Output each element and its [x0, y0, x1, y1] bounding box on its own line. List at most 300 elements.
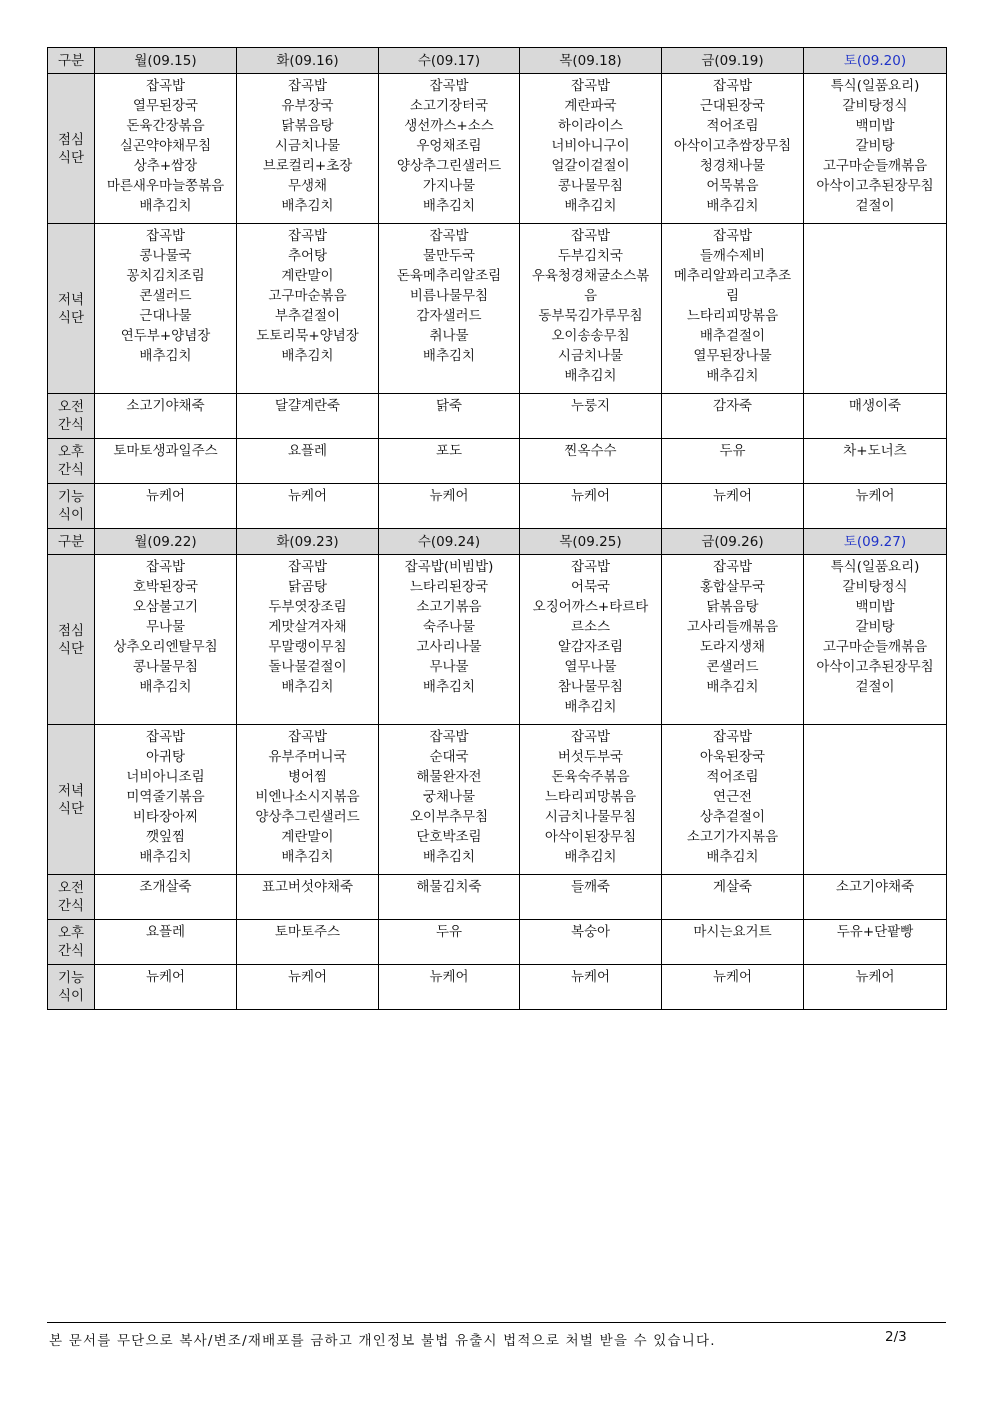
dinner-menu-cell [804, 725, 947, 875]
functional-diet-menu-cell [95, 484, 237, 529]
lunch-menu-cell [804, 555, 947, 725]
row-label-text: 식이 [57, 507, 85, 523]
menu-item: 돌나물겉절이 [268, 659, 347, 675]
menu-item: 잡곡밥 [712, 78, 753, 94]
menu-item: 콘샐러드 [139, 288, 192, 304]
row-label-text: 오전 [57, 880, 85, 896]
menu-item: 콩나물무침 [132, 659, 199, 675]
lunch-menu-cell [379, 74, 520, 224]
functional-diet-menu-cell [662, 965, 804, 1010]
menu-item: 뉴케어 [145, 969, 186, 985]
menu-item: 계란말이 [281, 268, 334, 284]
day-header-cell: 목(09.25) [520, 529, 662, 555]
functional-diet-menu-cell [804, 484, 947, 529]
row-label-text: 간식 [57, 462, 85, 478]
menu-item: 숙주나물 [422, 619, 476, 635]
menu-item: 배추김치 [564, 368, 617, 384]
menu-item: 고구마순볶음 [268, 288, 347, 304]
day-header-cell: 화(09.16) [237, 48, 379, 74]
menu-item: 차+도너츠 [843, 443, 907, 459]
afternoon-snack-menu-cell [379, 920, 520, 965]
menu-item: 열무나물 [564, 659, 617, 675]
row-label-text: 저녁 [57, 782, 85, 799]
menu-item: 취나물 [429, 328, 469, 344]
morning-snack-menu-cell [237, 875, 379, 920]
menu-item: 뉴케어 [287, 969, 328, 985]
menu-item: 아삭이된장무침 [544, 829, 637, 845]
menu-item: 너비아니조림 [126, 769, 205, 785]
dinner-menu-cell [804, 224, 947, 394]
row-label-text: 식단 [57, 149, 85, 166]
menu-item: 느타리된장국 [409, 579, 489, 595]
menu-item: 뉴케어 [712, 488, 753, 504]
dinner-menu-cell [520, 725, 662, 875]
dinner-menu-cell [662, 725, 804, 875]
menu-item: 돈육메추리알조림 [396, 268, 502, 284]
menu-item: 배추겉절이 [699, 328, 766, 344]
menu-item: 시금치나물무침 [544, 809, 637, 825]
morning-snack-menu-cell [95, 875, 237, 920]
lunch-label-cell [48, 555, 95, 725]
menu-item: 잡곡밥 [287, 78, 328, 94]
menu-item: 브로컬리+초장 [262, 158, 353, 174]
menu-item: 배추김치 [139, 849, 192, 865]
menu-item: 돈육숙주볶음 [551, 769, 630, 785]
menu-item: 동부묵김가루무침 [538, 308, 643, 324]
category-header-cell: 구분 [48, 529, 95, 555]
menu-item: 갈비탕 [855, 138, 895, 154]
menu-item: 버섯두부국 [557, 749, 624, 765]
row-label-text: 식단 [57, 640, 85, 657]
menu-item: 도라지생채 [699, 639, 766, 655]
functional-diet-menu-cell [379, 484, 520, 529]
lunch-menu-cell [662, 74, 804, 224]
morning-snack-menu-cell [95, 394, 237, 439]
menu-item: 적어조림 [706, 769, 759, 785]
lunch-menu-cell [237, 74, 379, 224]
menu-item: 잡곡밥 [145, 729, 186, 745]
menu-item: 아삭이고추된장무침 [816, 178, 934, 194]
menu-item: 잡곡밥 [429, 228, 469, 244]
menu-item: 닭볶음탕 [281, 118, 334, 134]
functional-diet-menu-cell [520, 965, 662, 1010]
menu-item: 겉절이 [855, 198, 895, 214]
page-footer [47, 1322, 946, 1349]
dinner-menu-cell [379, 224, 520, 394]
menu-item: 잡곡밥 [429, 729, 469, 745]
morning-snack-menu-cell [804, 875, 947, 920]
menu-item: 배추김치 [281, 679, 334, 695]
menu-item: 갈비탕정식 [842, 98, 908, 114]
menu-item: 비엔나소시지볶음 [255, 789, 360, 805]
afternoon-snack-menu-cell [95, 920, 237, 965]
afternoon-snack-menu-cell [804, 920, 947, 965]
morning-snack-row [48, 394, 947, 439]
menu-item: 뉴케어 [855, 488, 895, 504]
menu-item: 배추김치 [422, 348, 476, 364]
menu-item: 잡곡밥 [712, 729, 753, 745]
menu-item: 돈육간장볶음 [126, 118, 205, 134]
menu-item: 배추김치 [706, 198, 759, 214]
menu-item: 콩나물국 [139, 248, 192, 264]
dinner-row [48, 725, 947, 875]
menu-item: 우육청경채굴소스볶 [531, 268, 650, 284]
row-label-text: 간식 [57, 898, 85, 914]
menu-item: 배추김치 [564, 849, 617, 865]
row-label-text: 간식 [57, 943, 85, 959]
dinner-menu-cell [237, 725, 379, 875]
menu-item: 뉴케어 [570, 969, 611, 985]
morning-snack-menu-cell [662, 875, 804, 920]
menu-item: 두부김치국 [557, 248, 624, 264]
lunch-menu-cell [520, 74, 662, 224]
menu-item: 들깨수제비 [699, 248, 766, 264]
menu-item: 가지나물 [422, 178, 476, 194]
menu-item: 갈비탕정식 [842, 579, 908, 595]
morning-snack-label-cell [48, 394, 95, 439]
menu-item: 너비아니구이 [551, 138, 630, 154]
menu-item: 연근전 [712, 789, 753, 805]
menu-item: 백미밥 [855, 118, 895, 134]
menu-item: 열무된장나물 [693, 348, 772, 364]
menu-item: 열무된장국 [132, 98, 199, 114]
row-label-text: 오후 [57, 925, 85, 941]
day-header-cell: 토(09.20) [804, 48, 947, 74]
menu-item: 오이부추무침 [409, 809, 489, 825]
copyright-notice: 본 문서를 무단으로 복사/변조/재배포를 금하고 개인정보 불법 유출시 법적으로 처벌 받을 수 있습니다. [49, 1333, 716, 1349]
menu-item: 배추김치 [422, 198, 476, 214]
menu-item: 유부장국 [281, 98, 334, 114]
row-label-text: 점심 [57, 622, 85, 639]
menu-item: 오이송송무침 [551, 328, 630, 344]
menu-item: 참나물무침 [557, 679, 624, 695]
menu-item: 배추김치 [139, 198, 192, 214]
menu-item: 무생채 [287, 178, 328, 194]
row-label-text: 기능 [57, 489, 85, 505]
morning-snack-menu-cell [237, 394, 379, 439]
functional-diet-menu-cell [662, 484, 804, 529]
menu-item: 찐옥수수 [564, 443, 617, 459]
functional-diet-menu-cell [804, 965, 947, 1010]
menu-item: 감자죽 [712, 398, 753, 414]
menu-item: 아욱된장국 [699, 749, 766, 765]
lunch-menu-cell [95, 74, 237, 224]
menu-item: 느타리피망볶음 [544, 789, 637, 805]
menu-item: 음 [583, 288, 598, 304]
menu-item: 마른새우마늘쫑볶음 [106, 178, 225, 194]
menu-item: 백미밥 [855, 599, 895, 615]
functional-diet-label-cell [48, 965, 95, 1010]
menu-item: 어묵볶음 [706, 178, 759, 194]
afternoon-snack-menu-cell [804, 439, 947, 484]
menu-item: 뉴케어 [855, 969, 895, 985]
menu-item: 누룽지 [570, 398, 611, 414]
lunch-label-cell [48, 74, 95, 224]
afternoon-snack-menu-cell [237, 439, 379, 484]
menu-item: 배추김치 [422, 849, 476, 865]
menu-item: 달걀계란죽 [274, 398, 341, 414]
menu-item: 무나물 [429, 659, 469, 675]
menu-item: 배추김치 [281, 849, 334, 865]
menu-item: 두유 [719, 443, 746, 459]
lunch-menu-cell [662, 555, 804, 725]
menu-item: 양상추그린샐러드 [396, 158, 502, 174]
menu-item: 고사리나물 [416, 639, 482, 655]
menu-item: 배추김치 [706, 368, 759, 384]
menu-item: 무말랭이무침 [268, 639, 347, 655]
menu-item: 하이라이스 [557, 118, 624, 134]
menu-item: 요플레 [287, 443, 328, 459]
menu-item: 게살죽 [712, 879, 753, 895]
menu-item: 궁채나물 [422, 789, 476, 805]
menu-item: 감자샐러드 [416, 308, 482, 324]
menu-item: 콘샐러드 [706, 659, 759, 675]
lunch-menu-cell [520, 555, 662, 725]
menu-item: 시금치나물 [274, 138, 341, 154]
menu-item: 유부주머니국 [268, 749, 347, 765]
menu-item: 들깨죽 [570, 879, 611, 895]
dinner-row [48, 224, 947, 394]
menu-item: 특식(일품요리) [830, 78, 920, 94]
menu-item: 소고기볶음 [416, 599, 482, 615]
menu-item: 오징어까스+타르타 [532, 599, 649, 615]
functional-diet-menu-cell [237, 965, 379, 1010]
menu-item: 깻잎찜 [145, 829, 186, 845]
lunch-menu-cell [95, 555, 237, 725]
menu-item: 추어탕 [287, 248, 328, 264]
lunch-menu-cell [804, 74, 947, 224]
morning-snack-menu-cell [520, 875, 662, 920]
dinner-label-cell [48, 224, 95, 394]
menu-item: 겉절이 [855, 679, 895, 695]
menu-item: 두부엿장조림 [268, 599, 347, 615]
afternoon-snack-row [48, 920, 947, 965]
week-header-row [48, 48, 947, 74]
menu-item: 배추김치 [139, 679, 192, 695]
week-header-row [48, 529, 947, 555]
menu-item: 홍합살무국 [699, 579, 766, 595]
menu-item: 호박된장국 [132, 579, 199, 595]
menu-item: 해물완자전 [416, 769, 482, 785]
menu-item: 두유+단팥빵 [836, 924, 914, 940]
menu-item: 근대나물 [139, 308, 192, 324]
menu-item: 양상추그린샐러드 [255, 809, 360, 825]
day-header-cell: 토(09.27) [804, 529, 947, 555]
menu-item: 잡곡밥 [570, 78, 611, 94]
menu-item: 토마토주스 [274, 924, 341, 940]
menu-item: 적어조림 [706, 118, 759, 134]
menu-item: 복숭아 [570, 924, 611, 940]
menu-item: 우엉채조림 [416, 138, 482, 154]
functional-diet-menu-cell [95, 965, 237, 1010]
menu-item: 시금치나물 [557, 348, 624, 364]
menu-item: 생선까스+소스 [404, 118, 494, 134]
menu-item: 림 [725, 288, 740, 304]
menu-item: 연두부+양념장 [120, 328, 211, 344]
menu-item: 잡곡밥 [145, 559, 186, 575]
menu-item: 잡곡밥 [712, 228, 753, 244]
lunch-row [48, 555, 947, 725]
row-label-text: 오후 [57, 444, 85, 460]
menu-item: 고사리들깨볶음 [686, 619, 779, 635]
row-label-text: 오전 [57, 399, 85, 415]
menu-item: 뉴케어 [287, 488, 328, 504]
menu-item: 잡곡밥 [429, 78, 469, 94]
menu-item: 토마토생과일주스 [113, 443, 218, 459]
menu-item: 순대국 [429, 749, 469, 765]
day-header-cell: 금(09.19) [662, 48, 804, 74]
row-label-text: 식단 [57, 800, 85, 817]
menu-item: 물만두국 [422, 248, 476, 264]
menu-item: 단호박조림 [416, 829, 482, 845]
row-label-text: 간식 [57, 417, 85, 433]
menu-item: 잡곡밥(비빔밥) [404, 559, 494, 575]
afternoon-snack-menu-cell [237, 920, 379, 965]
menu-item: 닭곰탕 [287, 579, 328, 595]
day-header-cell: 수(09.24) [379, 529, 520, 555]
menu-item: 르소스 [570, 619, 611, 635]
morning-snack-menu-cell [662, 394, 804, 439]
menu-item: 아삭이고추된장무침 [816, 659, 934, 675]
menu-item: 배추김치 [706, 679, 759, 695]
menu-item: 포도 [435, 443, 463, 459]
menu-item: 배추김치 [564, 198, 617, 214]
menu-item: 상추+쌈장 [133, 158, 198, 174]
afternoon-snack-menu-cell [662, 920, 804, 965]
morning-snack-row [48, 875, 947, 920]
menu-item: 배추김치 [281, 198, 334, 214]
menu-item: 잡곡밥 [145, 228, 186, 244]
dinner-menu-cell [662, 224, 804, 394]
lunch-menu-cell [379, 555, 520, 725]
lunch-row [48, 74, 947, 224]
menu-item: 메추리알꽈리고추조 [673, 268, 792, 284]
afternoon-snack-menu-cell [379, 439, 520, 484]
menu-item: 뉴케어 [712, 969, 753, 985]
functional-diet-label-cell [48, 484, 95, 529]
menu-item: 잡곡밥 [570, 228, 611, 244]
dinner-menu-cell [95, 224, 237, 394]
menu-item: 잡곡밥 [570, 729, 611, 745]
menu-item: 잡곡밥 [712, 559, 753, 575]
menu-item: 무나물 [145, 619, 186, 635]
menu-item: 뉴케어 [570, 488, 611, 504]
meal-plan-table [47, 47, 947, 1010]
menu-item: 실곤약야채무침 [119, 138, 212, 154]
afternoon-snack-row [48, 439, 947, 484]
menu-item: 배추김치 [281, 348, 334, 364]
afternoon-snack-menu-cell [662, 439, 804, 484]
menu-item: 병어찜 [287, 769, 328, 785]
functional-diet-menu-cell [237, 484, 379, 529]
morning-snack-menu-cell [379, 875, 520, 920]
afternoon-snack-label-cell [48, 439, 95, 484]
day-header-cell: 금(09.26) [662, 529, 804, 555]
menu-item: 아귀탕 [145, 749, 186, 765]
menu-item: 표고버섯야채죽 [261, 879, 354, 895]
functional-diet-row [48, 484, 947, 529]
menu-item: 조개살죽 [139, 879, 192, 895]
menu-item: 잡곡밥 [145, 78, 186, 94]
menu-item: 마시는요거트 [693, 924, 772, 940]
day-header-cell: 월(09.15) [95, 48, 237, 74]
menu-item: 아삭이고추쌈장무침 [673, 138, 792, 154]
row-label-text: 식단 [57, 309, 85, 326]
row-label-text: 기능 [57, 970, 85, 986]
menu-item: 계란말이 [281, 829, 334, 845]
menu-item: 얼갈이겉절이 [551, 158, 630, 174]
functional-diet-menu-cell [520, 484, 662, 529]
menu-item: 어묵국 [570, 579, 611, 595]
day-header-cell: 수(09.17) [379, 48, 520, 74]
menu-item: 해물김치죽 [416, 879, 482, 895]
day-header-cell: 월(09.22) [95, 529, 237, 555]
morning-snack-label-cell [48, 875, 95, 920]
lunch-menu-cell [237, 555, 379, 725]
afternoon-snack-label-cell [48, 920, 95, 965]
menu-item: 배추김치 [706, 849, 759, 865]
morning-snack-menu-cell [520, 394, 662, 439]
dinner-label-cell [48, 725, 95, 875]
menu-item: 꽁치김치조림 [126, 268, 205, 284]
menu-item: 매생이죽 [848, 398, 902, 414]
menu-item: 잡곡밥 [287, 729, 328, 745]
menu-item: 배추김치 [564, 699, 617, 715]
category-header-cell: 구분 [48, 48, 95, 74]
morning-snack-menu-cell [379, 394, 520, 439]
menu-item: 잡곡밥 [287, 559, 328, 575]
menu-item: 비타장아찌 [132, 809, 199, 825]
menu-item: 닭죽 [435, 398, 463, 414]
menu-item: 잡곡밥 [570, 559, 611, 575]
menu-item: 뉴케어 [429, 488, 469, 504]
afternoon-snack-menu-cell [95, 439, 237, 484]
menu-item: 근대된장국 [699, 98, 766, 114]
menu-item: 비름나물무침 [409, 288, 489, 304]
menu-item: 소고기야채죽 [835, 879, 915, 895]
menu-item: 청경채나물 [699, 158, 766, 174]
dinner-menu-cell [95, 725, 237, 875]
menu-item: 부추겉절이 [274, 308, 341, 324]
dinner-menu-cell [379, 725, 520, 875]
menu-item: 상추겉절이 [699, 809, 766, 825]
menu-item: 느타리피망볶음 [686, 308, 779, 324]
menu-item: 뉴케어 [145, 488, 186, 504]
menu-item: 알감자조림 [557, 639, 624, 655]
morning-snack-menu-cell [804, 394, 947, 439]
menu-item: 두유 [435, 924, 463, 940]
menu-item: 닭볶음탕 [706, 599, 759, 615]
menu-item: 배추김치 [139, 348, 192, 364]
menu-item: 소고기가지볶음 [686, 829, 779, 845]
menu-item: 소고기야채죽 [126, 398, 205, 414]
menu-item: 오삼불고기 [132, 599, 199, 615]
row-label-text: 식이 [57, 988, 85, 1004]
menu-item: 고구마순들깨볶음 [822, 158, 928, 174]
afternoon-snack-menu-cell [520, 920, 662, 965]
menu-item: 게맛살겨자채 [268, 619, 347, 635]
dinner-menu-cell [237, 224, 379, 394]
menu-item: 특식(일품요리) [830, 559, 920, 575]
menu-item: 도토리묵+양념장 [256, 328, 359, 344]
menu-item: 상추오리엔탈무침 [113, 639, 218, 655]
day-header-cell: 목(09.18) [520, 48, 662, 74]
menu-item: 고구마순들깨볶음 [822, 639, 928, 655]
functional-diet-menu-cell [379, 965, 520, 1010]
menu-item: 뉴케어 [429, 969, 469, 985]
dinner-menu-cell [520, 224, 662, 394]
row-label-text: 저녁 [57, 291, 85, 308]
